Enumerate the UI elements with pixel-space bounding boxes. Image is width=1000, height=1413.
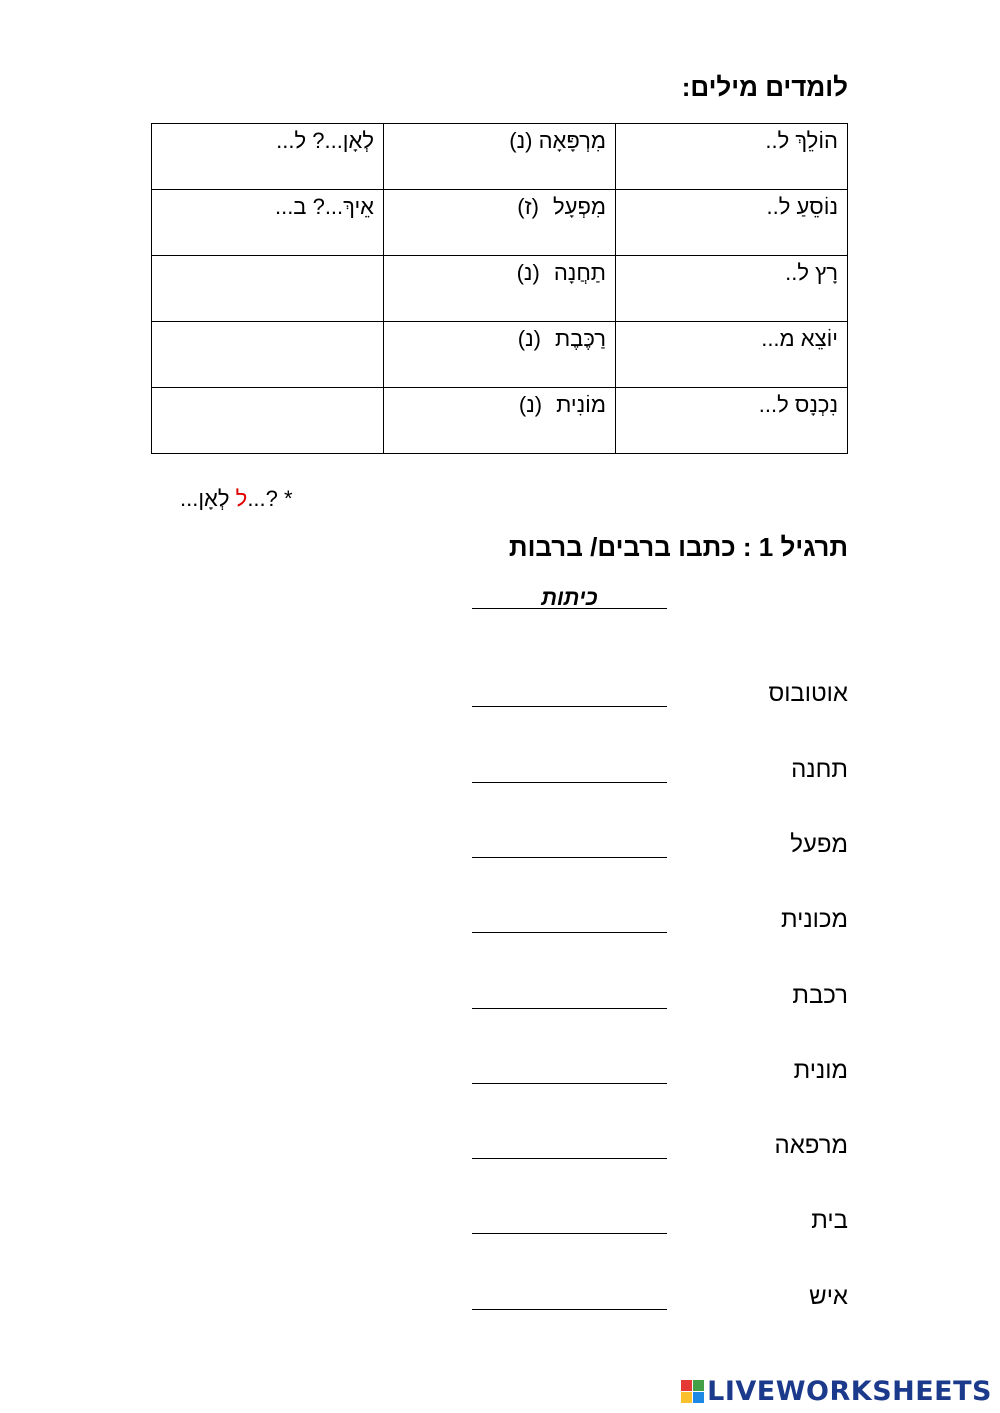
exercise-word: איש xyxy=(809,1283,848,1310)
brand-name: LIVEWORKSHEETS xyxy=(707,1376,992,1407)
table-row xyxy=(152,322,848,388)
answer-blank[interactable] xyxy=(472,980,667,1009)
exercise-word: רכבת xyxy=(792,982,848,1009)
noun-cell xyxy=(384,388,616,454)
exercise-title: תרגיל 1 : כתבו ברבים/ ברבות xyxy=(508,532,848,562)
exercise-word: מונית xyxy=(793,1057,848,1084)
noun-word: רַכֶּבֶת xyxy=(554,326,606,351)
table-row xyxy=(152,124,848,190)
answer-blank[interactable] xyxy=(472,829,667,858)
grammar-note xyxy=(180,486,293,512)
verb-cell: נוֹסֵעַ ל.. xyxy=(616,190,848,256)
question-cell: אֵיךְ...? ב... xyxy=(152,190,384,256)
exercise-word: תחנה xyxy=(791,756,848,783)
logo-square xyxy=(681,1392,692,1403)
example-answer: כיתות xyxy=(541,585,598,610)
noun-cell xyxy=(384,124,616,190)
noun-cell xyxy=(384,322,616,388)
table-row xyxy=(152,190,848,256)
vocabulary-table xyxy=(151,123,848,454)
gender-tag: (נ) xyxy=(516,260,540,285)
noun-word: מִפְעָל xyxy=(553,194,606,219)
answer-blank[interactable] xyxy=(472,754,667,783)
answer-blank[interactable] xyxy=(472,678,667,707)
exercise-word: בית xyxy=(811,1207,848,1234)
question-cell xyxy=(152,256,384,322)
noun-cell xyxy=(384,190,616,256)
logo-square xyxy=(681,1380,692,1391)
table-row xyxy=(152,388,848,454)
verb-cell: רָץ ל.. xyxy=(616,256,848,322)
verb-cell: הוֹלֵךְ ל.. xyxy=(616,124,848,190)
question-cell: לְאָן...? ל... xyxy=(152,124,384,190)
noun-word: מִרְפָּאָה xyxy=(538,128,606,153)
page-title: לומדים מילים: xyxy=(681,72,848,102)
question-cell xyxy=(152,388,384,454)
answer-blank[interactable] xyxy=(472,1055,667,1084)
liveworksheets-logo xyxy=(681,1376,992,1407)
exercise-word: מרפאה xyxy=(774,1132,848,1159)
gender-tag: (נ) xyxy=(518,392,543,417)
logo-square xyxy=(693,1392,704,1403)
table-row xyxy=(152,256,848,322)
question-cell xyxy=(152,322,384,388)
note-question: לְאָן...? xyxy=(198,486,278,511)
note-dots: ... xyxy=(180,486,199,511)
exercise-word: מפעל xyxy=(790,831,848,858)
gender-tag: (ז) xyxy=(517,194,539,219)
note-star: * xyxy=(284,486,293,511)
noun-word: תַחֲנָה xyxy=(553,260,606,285)
verb-cell: יוֹצֵא מ... xyxy=(616,322,848,388)
logo-square xyxy=(693,1380,704,1391)
exercise-word: מכונית xyxy=(781,906,848,933)
gender-tag: (נ) xyxy=(509,128,533,153)
logo-squares-icon xyxy=(681,1380,704,1403)
noun-cell xyxy=(384,256,616,322)
answer-blank[interactable] xyxy=(472,1281,667,1310)
note-answer-letter: ל xyxy=(235,486,248,511)
answer-blank[interactable] xyxy=(472,1205,667,1234)
exercise-word: אוטובוס xyxy=(768,680,848,707)
answer-blank[interactable] xyxy=(472,904,667,933)
gender-tag: (נ) xyxy=(517,326,541,351)
example-answer-line xyxy=(472,580,667,609)
verb-cell: נִכְנָס ל... xyxy=(616,388,848,454)
answer-blank[interactable] xyxy=(472,1130,667,1159)
noun-word: מוֹנִית xyxy=(556,392,606,417)
